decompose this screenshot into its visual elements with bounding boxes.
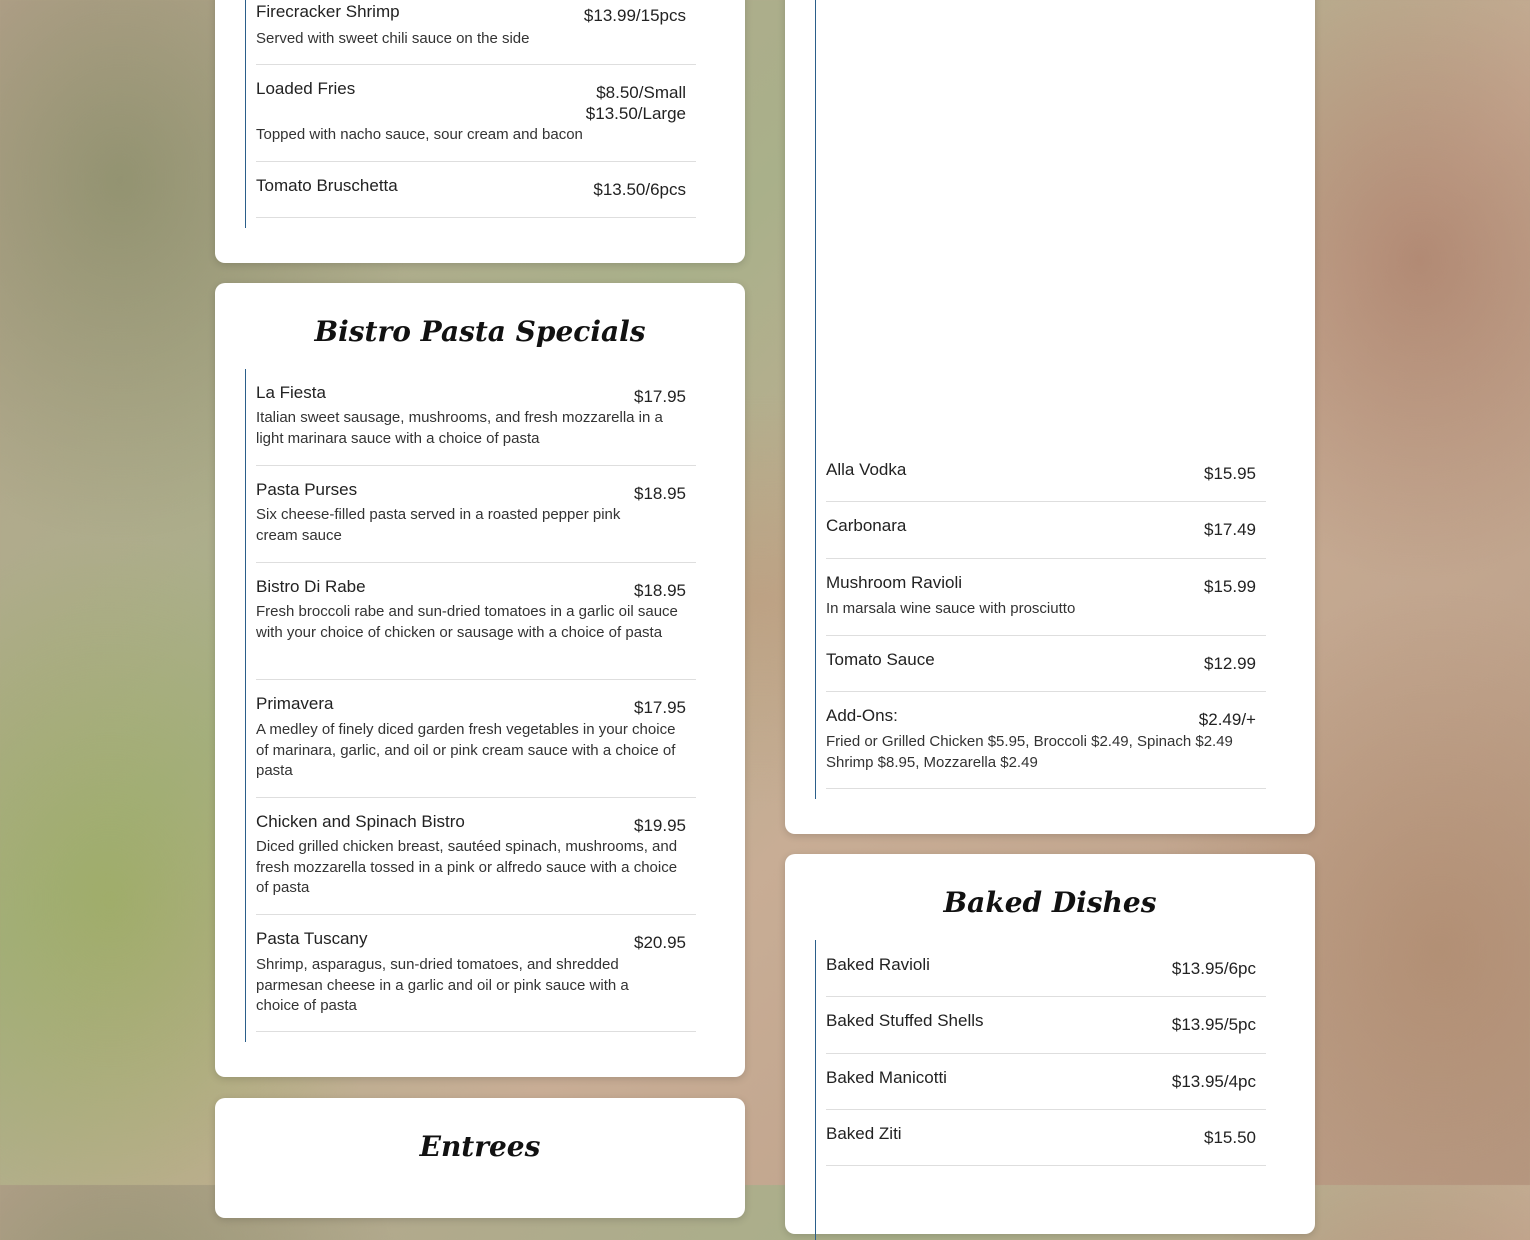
item-name: Add-Ons: xyxy=(826,706,898,725)
pasta-specials-card xyxy=(215,283,745,1077)
appetizers-card xyxy=(215,0,745,263)
entrees-card xyxy=(215,1098,745,1218)
section-title: Baked Dishes xyxy=(943,886,1157,919)
item-name: Baked Stuffed Shells xyxy=(826,1011,984,1030)
item-name: Pasta Purses xyxy=(256,480,358,499)
item-price: $12.99 xyxy=(1204,654,1256,673)
item-description: Topped with nacho sauce, sour cream and bacon xyxy=(256,126,583,143)
appetizers-list xyxy=(245,0,706,228)
item-price: $19.95 xyxy=(634,816,686,835)
item-name: Baked Ziti xyxy=(826,1124,902,1143)
menu-item xyxy=(826,501,1266,559)
menu-item xyxy=(826,996,1266,1054)
item-name: Mushroom Ravioli xyxy=(826,573,963,592)
menu-item xyxy=(826,1109,1266,1166)
item-price: $13.95/6pc xyxy=(1171,959,1256,978)
menu-item xyxy=(826,445,1266,502)
item-price: $17.49 xyxy=(1204,520,1256,539)
item-price: $2.49/+ xyxy=(1198,710,1256,729)
pasta-card xyxy=(785,0,1315,834)
item-description: Shrimp, asparagus, sun-dried tomatoes, and shredded parmesan cheese in a garlic and oil or pink sauce with a choice of pasta xyxy=(256,956,629,1014)
item-description xyxy=(826,732,1233,773)
section-title: Bistro Pasta Specials xyxy=(314,315,646,348)
item-price xyxy=(586,82,686,124)
item-name: Tomato Sauce xyxy=(826,650,935,669)
menu-item xyxy=(256,679,696,798)
item-description: Italian sweet sausage, mushrooms, and fresh mozzarella in a light marinara sauce with a choice of pasta xyxy=(256,409,663,447)
item-description: Six cheese-filled pasta served in a roasted pepper pink cream sauce xyxy=(256,506,621,544)
addons-line: Fried or Grilled Chicken $5.95, Broccoli $2.49, Spinach $2.49 xyxy=(826,733,1233,750)
item-price-large: $13.50/Large xyxy=(585,104,686,123)
item-description: Diced grilled chicken breast, sautéed spinach, mushrooms, and fresh mozzarella tossed in a pink or alfredo sauce with a choice of pasta xyxy=(256,838,678,896)
item-name: Baked Ravioli xyxy=(826,955,930,974)
item-description: Fresh broccoli rabe and sun-dried tomatoes in a garlic oil sauce with your choice of chicken or sausage with a choice of pasta xyxy=(256,603,678,641)
item-price: $13.95/5pc xyxy=(1171,1015,1256,1034)
item-name: Loaded Fries xyxy=(256,79,356,98)
item-name: Alla Vodka xyxy=(826,460,907,479)
item-price: $20.95 xyxy=(634,933,686,952)
item-name: Pasta Tuscany xyxy=(256,929,368,948)
item-price: $15.99 xyxy=(1204,577,1256,596)
menu-item xyxy=(826,940,1266,997)
item-price: $18.95 xyxy=(634,484,686,503)
item-price: $13.99/15pcs xyxy=(583,6,686,25)
menu-item xyxy=(256,465,696,563)
pasta-specials-list xyxy=(245,369,706,1042)
item-price: $18.95 xyxy=(634,581,686,600)
menu-item xyxy=(826,691,1266,789)
menu-item xyxy=(826,1053,1266,1110)
item-name: Carbonara xyxy=(826,516,907,535)
item-description: Served with sweet chili sauce on the side xyxy=(256,30,530,47)
item-name: Chicken and Spinach Bistro xyxy=(256,812,465,831)
menu-item xyxy=(256,64,696,162)
menu-item xyxy=(826,558,1266,636)
menu-item xyxy=(826,635,1266,692)
section-title: Entrees xyxy=(419,1130,541,1163)
item-description: A medley of finely diced garden fresh vegetables in your choice of marinara, garlic, and oil or pink cream sauce with a choice of pasta xyxy=(256,721,676,779)
item-name: La Fiesta xyxy=(256,383,326,402)
menu-item xyxy=(256,562,696,680)
item-price: $13.50/6pcs xyxy=(593,180,686,199)
menu-item xyxy=(256,369,696,466)
item-name: Baked Manicotti xyxy=(826,1068,947,1087)
item-price: $15.95 xyxy=(1204,464,1256,483)
baked-dishes-list xyxy=(815,940,1276,1240)
menu-item xyxy=(256,797,696,915)
item-price: $13.95/4pc xyxy=(1171,1072,1256,1091)
item-price: $17.95 xyxy=(634,387,686,406)
item-description: In marsala wine sauce with prosciutto xyxy=(826,600,1076,617)
item-name: Tomato Bruschetta xyxy=(256,176,398,195)
item-name: Bistro Di Rabe xyxy=(256,577,366,596)
menu-item xyxy=(256,914,696,1032)
item-price: $15.50 xyxy=(1204,1128,1256,1147)
item-name: Primavera xyxy=(256,694,334,713)
baked-dishes-card xyxy=(785,854,1315,1234)
item-price-small: $8.50/Small xyxy=(596,83,686,102)
pasta-list xyxy=(815,0,1276,799)
addons-line: Shrimp $8.95, Mozzarella $2.49 xyxy=(826,753,1038,771)
menu-item xyxy=(256,161,696,218)
item-name: Firecracker Shrimp xyxy=(256,2,400,21)
item-price: $17.95 xyxy=(634,698,686,717)
menu-item xyxy=(256,0,696,65)
